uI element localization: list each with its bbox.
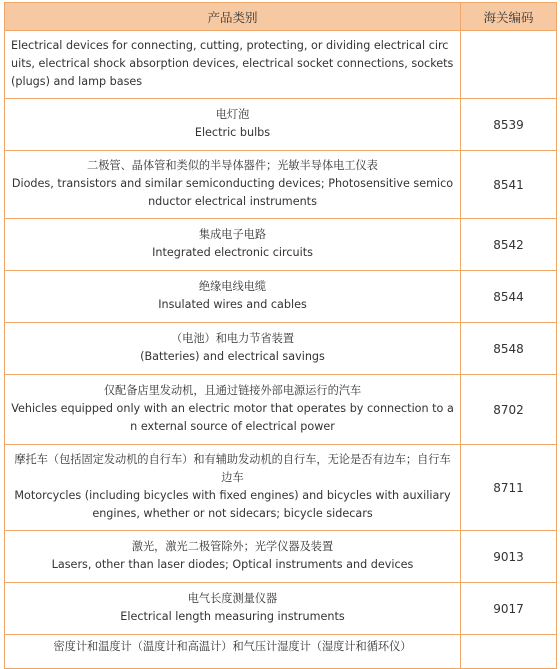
code-cell: 8711 xyxy=(461,445,557,531)
category-cell xyxy=(5,375,461,445)
header-customs-code: 海关编码 xyxy=(461,3,557,31)
category-zh: 二极管、晶体管和类似的半导体器件；光敏半导体电工仪表 xyxy=(87,159,378,172)
category-en: Lasers, other than laser diodes; Optical instruments and devices xyxy=(51,558,414,571)
table-row xyxy=(5,323,557,375)
table-row xyxy=(5,531,557,583)
category-en: Insulated wires and cables xyxy=(158,298,307,311)
code-cell: 8548 xyxy=(461,323,557,375)
table-row xyxy=(5,31,557,99)
category-en: Vehicles equipped only with an electric motor that operates by connection to an external source of electrical power xyxy=(11,402,454,433)
code-cell: 8541 xyxy=(461,151,557,219)
table-row xyxy=(5,635,557,669)
code-cell: 8539 xyxy=(461,99,557,151)
category-cell xyxy=(5,219,461,271)
category-cell xyxy=(5,99,461,151)
code-cell: 8544 xyxy=(461,271,557,323)
code-cell: 8542 xyxy=(461,219,557,271)
code-cell xyxy=(461,635,557,669)
category-cell xyxy=(5,31,461,99)
category-en: (Batteries) and electrical savings xyxy=(140,350,325,363)
category-en: Integrated electronic circuits xyxy=(152,246,313,259)
category-zh: （电池）和电力节省装置 xyxy=(170,332,295,345)
category-cell xyxy=(5,323,461,375)
category-en: Electric bulbs xyxy=(194,126,271,139)
category-cell xyxy=(5,271,461,323)
table-row xyxy=(5,99,557,151)
category-zh: 电气长度测量仪器 xyxy=(187,592,278,605)
table-row xyxy=(5,271,557,323)
category-zh: 激光，激光二极管除外；光学仪器及装置 xyxy=(131,540,334,553)
category-zh: 仅配备店里发动机，且通过链接外部电源运行的汽车 xyxy=(103,384,362,397)
header-product-category: 产品类别 xyxy=(5,3,461,31)
customs-code-table xyxy=(4,2,557,669)
category-zh: 摩托车（包括固定发动机的自行车）和有辅助发动机的自行车，无论是否有边车；自行车边车 xyxy=(14,453,451,484)
code-cell: 9013 xyxy=(461,531,557,583)
table-row xyxy=(5,219,557,271)
table-header-row xyxy=(5,3,557,31)
category-cell xyxy=(5,151,461,219)
category-zh: 密度计和温度计（温度计和高温计）和气压计湿度计（湿度计和循环仪） xyxy=(53,640,412,653)
category-zh: 电灯泡 xyxy=(215,108,250,121)
category-cell xyxy=(5,531,461,583)
category-en: Electrical devices for connecting, cutting, protecting, or dividing electrical circuits, electrical shock absorption devices, electrical socket connections, sockets (plugs) and lamp bases xyxy=(11,39,454,88)
category-en: Electrical length measuring instruments xyxy=(120,610,345,623)
code-cell: 9017 xyxy=(461,583,557,635)
table-row xyxy=(5,375,557,445)
category-en: Diodes, transistors and similar semiconducting devices; Photosensitive semiconductor electrical instruments xyxy=(11,177,454,208)
category-cell xyxy=(5,635,461,669)
table-row xyxy=(5,445,557,531)
category-cell xyxy=(5,445,461,531)
category-zh: 绝缘电线电缆 xyxy=(198,280,267,293)
table-row xyxy=(5,583,557,635)
table-row xyxy=(5,151,557,219)
category-en: Motorcycles (including bicycles with fixed engines) and bicycles with auxiliary engines, whether or not sidecars; bicycle sidecars xyxy=(14,489,451,520)
category-zh: 集成电子电路 xyxy=(198,228,267,241)
code-cell: 8702 xyxy=(461,375,557,445)
category-cell xyxy=(5,583,461,635)
code-cell xyxy=(461,31,557,99)
